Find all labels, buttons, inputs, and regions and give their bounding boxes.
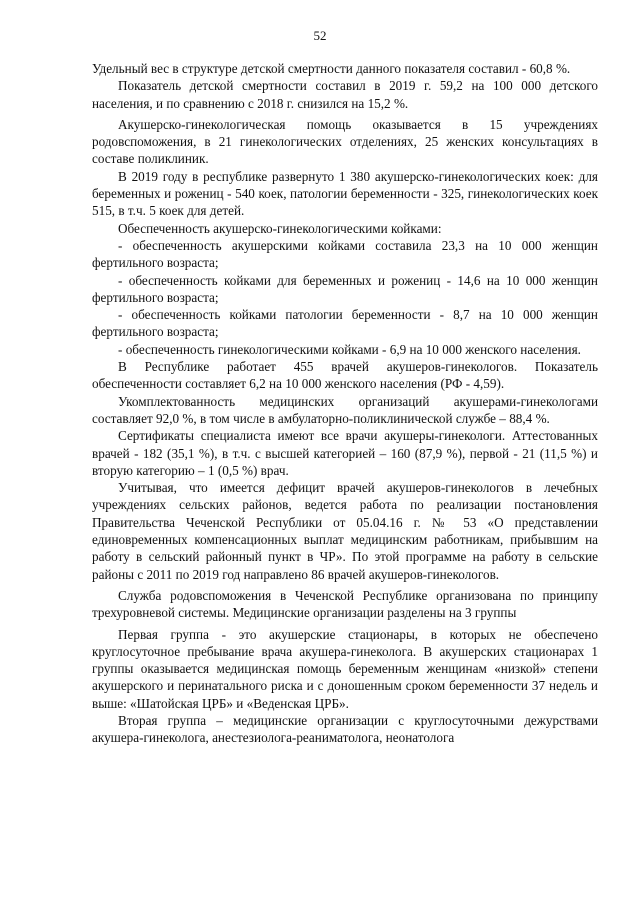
- paragraph-second-group: Вторая группа – медицинские организации с круглосуточными дежурствами акушера-гинеколога, анестезиолога-реаниматолога, неонатолога: [92, 712, 598, 746]
- paragraph-beds-provision-heading: Обеспеченность акушерско-гинекологическими койками:: [118, 220, 442, 236]
- paragraph-child-mortality: Показатель детской смертности составил в 2019 г. 59,2 на 100 000 детского населения, и по сравнению с 2018 г. снизился на 15,2 %.: [92, 78, 598, 111]
- paragraph-certificates: Сертификаты специалиста имеют все врачи акушеры-гинекологи. Аттестованных врачей - 182 (35,1 %), в т.ч. с высшей категорией – 160 (87,9 %), первой - 21 (11,5 %) и вторую категорию – 1 (0,5 %) врач.: [92, 428, 598, 478]
- list-item-pregnant-beds: - обеспеченность койками для беременных и рожениц - 14,6 на 10 000 женщин фертильного возраста;: [92, 272, 598, 305]
- document-body: [92, 60, 598, 747]
- paragraph-service-structure: Служба родовспоможения в Чеченской Республике организована по принципу трехуровневой системы. Медицинские организации разделены на 3 группы: [92, 587, 598, 621]
- paragraph-beds-deployed: В 2019 году в республике развернуто 1 380 акушерско-гинекологических коек: для беременных и рожениц - 540 коек, патологии беременности - 325, гинекологических коек 515, в т.ч. 5 коек для детей.: [92, 168, 598, 219]
- list-item-pathology-beds: - обеспеченность койками патологии беременности - 8,7 на 10 000 женщин фертильного возраста;: [92, 307, 598, 340]
- paragraph-obstetric-care: Акушерско-гинекологическая помощь оказывается в 15 учреждениях родовспоможения, в 21 гинекологических отделениях, 25 женских консультациях в составе поликлиник.: [92, 116, 598, 167]
- page-number: 52: [313, 28, 327, 43]
- paragraph-staffing: Укомплектованность медицинских организаций акушерами-гинекологами составляет 92,0 %, в том числе в амбулаторно-поликлинической службе – 88,4 %.: [92, 393, 598, 426]
- list-item-obstetric-beds: - обеспеченность акушерскими койками составила 23,3 на 10 000 женщин фертильного возраста;: [92, 237, 598, 271]
- paragraph-first-group: Первая группа - это акушерские стационары, в которых не обеспечено круглосуточное пребывание врача акушера-гинеколога. В акушерских стационарах 1 группы оказывается медицинская помощь беременным женщинам «низкой» степени акушерского и перинатального риска и с доношенным сроком беременности 37 недель и выше: «Шатойская ЦРБ» и «Веденская ЦРБ».: [92, 626, 598, 711]
- paragraph-share-value: Удельный вес в структуре детской смертности данного показателя составил - 60,8 %.: [92, 61, 571, 76]
- paragraph-doctors-count: В Республике работает 455 врачей акушеров-гинекологов. Показатель обеспеченности составляет 6,2 на 10 000 женского населения (РФ - 4,59).: [92, 359, 598, 392]
- paragraph-rural-deficit: Учитывая, что имеется дефицит врачей акушеров-гинекологов в лечебных учреждениях сельских районов, ведется работа по реализации постановления Правительства Чеченской Республики от 05.04.16 г. № 53 «О представлении единовременных компенсационных выплат медицинским работникам, прибывшим на работу в сельский районный пункт в ЧР». По этой программе на работу в сельские районы с 2011 по 2019 год направлено 86 врачей акушеров-гинекологов.: [92, 480, 598, 582]
- list-item-gynecology-beds: - обеспеченность гинекологическими койками - 6,9 на 10 000 женского населения.: [118, 341, 581, 357]
